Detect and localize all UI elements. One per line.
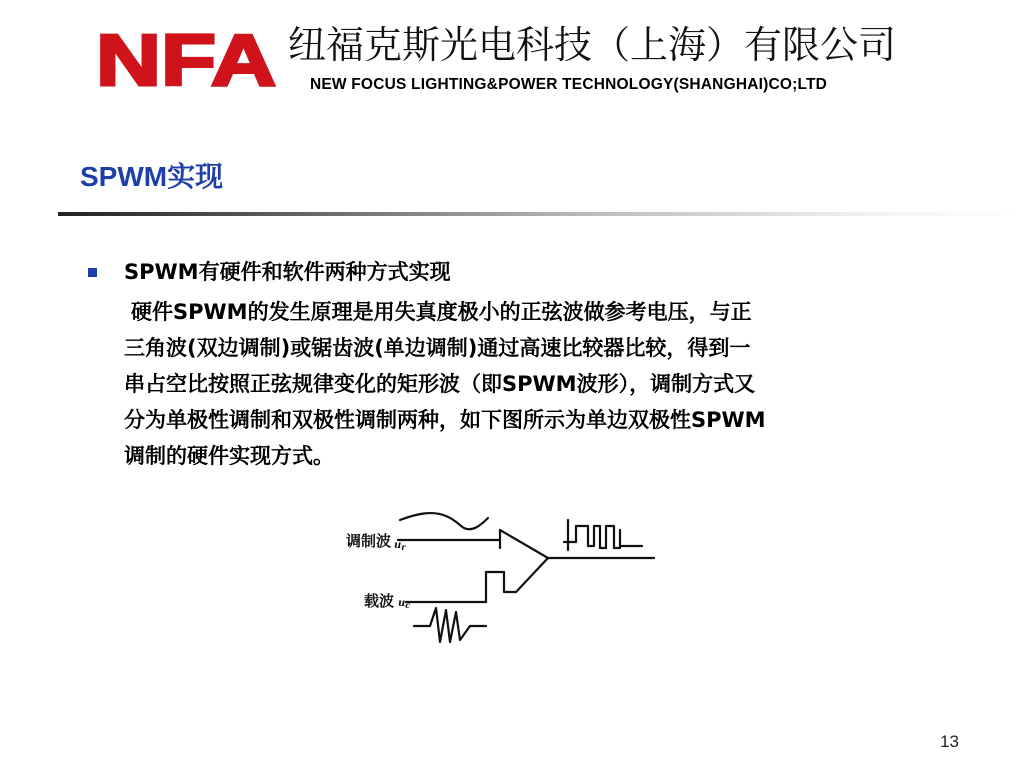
paragraph-line: 调制的硬件实现方式。 <box>124 444 334 468</box>
bullet-square-icon <box>88 268 97 277</box>
company-name-en: NEW FOCUS LIGHTING&POWER TECHNOLOGY(SHANGHAI)CO;LTD <box>310 76 828 93</box>
modulation-sine-wave <box>400 513 488 529</box>
paragraph-line: 三角波(双边调制)或锯齿波(单边调制)通过高速比较器比较，得到一 <box>124 336 751 360</box>
nfa-logo <box>96 30 276 88</box>
paragraph-line: 硬件SPWM的发生原理是用失真度极小的正弦波做参考电压，与正 <box>131 300 752 324</box>
logo-text: NFA <box>96 30 276 88</box>
bullet-heading: SPWM有硬件和软件两种方式实现 <box>124 260 451 284</box>
modulation-wave-symbol: $u_r$ <box>394 540 406 552</box>
comparator-circuit-figure <box>336 508 672 658</box>
paragraph-line: 串占空比按照正弦规律变化的矩形波（即SPWM波形），调制方式又 <box>124 372 756 396</box>
company-name-cn: 纽福克斯光电科技（上海）有限公司 <box>288 23 897 67</box>
bullet-paragraph <box>124 294 1004 474</box>
slide-title: SPWM实现 <box>80 161 224 192</box>
carrier-wave-symbol: $u_c$ <box>398 598 411 610</box>
carrier-wave-label: 载波 <box>364 592 395 610</box>
title-divider <box>58 212 1024 216</box>
comparator-symbol <box>500 530 548 592</box>
paragraph-line: 分为单极性调制和双极性调制两种，如下图所示为单边双极性SPWM <box>124 408 766 432</box>
modulation-wave-label: 调制波 <box>346 532 392 550</box>
carrier-sawtooth-wave <box>414 608 486 642</box>
page-number: 13 <box>940 732 959 751</box>
pwm-output-waveform <box>564 526 620 548</box>
